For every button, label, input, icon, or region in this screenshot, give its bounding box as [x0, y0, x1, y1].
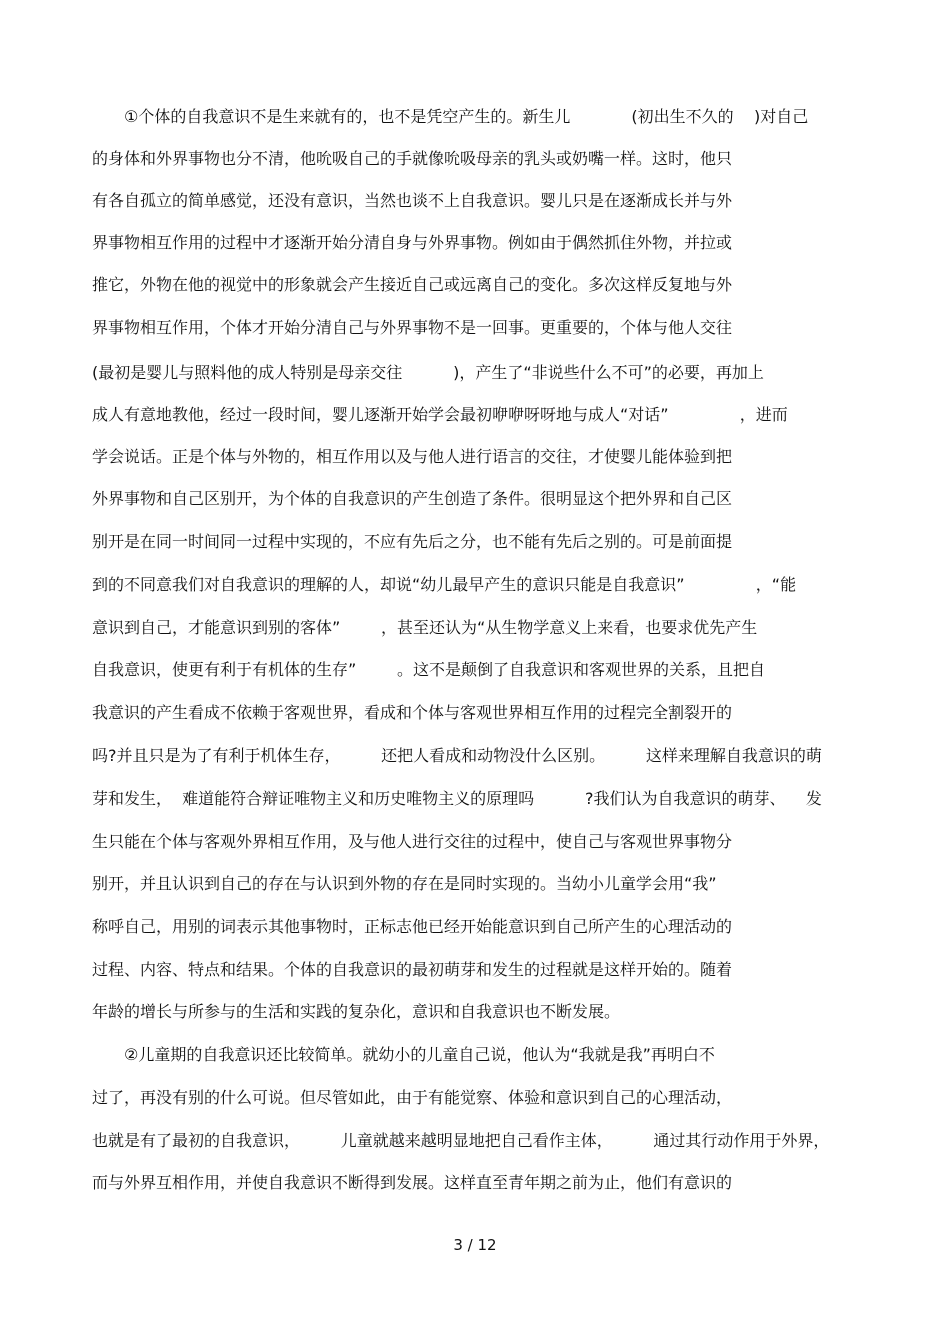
text-line: ①个体的自我意识不是生来就有的，也不是凭空产生的。新生儿 (初出生不久的 )对自己: [124, 107, 809, 126]
text-line: 别开是在同一时间同一过程中实现的，不应有先后之分，也不能有先后之别的。可是前面提: [92, 532, 733, 551]
text-line: (最初是婴儿与照料他的成人特别是母亲交往 )，产生了“非说些什么不可”的必要，再加上: [92, 363, 764, 382]
text-line: 年龄的增长与所参与的生活和实践的复杂化，意识和自我意识也不断发展。: [92, 1002, 621, 1021]
text-line: 过了，再没有别的什么可说。但尽管如此，由于有能觉察、体验和意识到自己的心理活动，: [92, 1088, 733, 1107]
text-line: 我意识的产生看成不依赖于客观世界，看成和个体与客观世界相互作用的过程完全割裂开的: [92, 703, 733, 722]
text-line: 而与外界互相作用，并使自我意识不断得到发展。这样直至青年期之前为止，他们有意识的: [92, 1173, 733, 1192]
text-line: 界事物相互作用的过程中才逐渐开始分清自身与外界事物。例如由于偶然抓住外物，并拉或: [92, 233, 733, 252]
text-line: ②儿童期的自我意识还比较简单。就幼小的儿童自己说，他认为“我就是我”再明白不: [124, 1045, 715, 1064]
page-number: 3 / 12: [453, 1236, 497, 1254]
text-line: 吗?并且只是为了有利于机体生存， 还把人看成和动物没什么区别。 这样来理解自我意识的萌: [92, 746, 822, 765]
text-line: 外界事物和自己区别开，为个体的自我意识的产生创造了条件。很明显这个把外界和自己区: [92, 489, 733, 508]
text-line: 自我意识，使更有利于有机体的生存” 。这不是颠倒了自我意识和客观世界的关系，且把自: [92, 660, 765, 679]
text-line: 的身体和外界事物也分不清，他吮吸自己的手就像吮吸母亲的乳头或奶嘴一样。这时，他只: [92, 149, 733, 168]
text-line: 过程、内容、特点和结果。个体的自我意识的最初萌芽和发生的过程就是这样开始的。随着: [92, 960, 733, 979]
text-line: 意识到自己，才能意识到别的客体” ，甚至还认为“从生物学意义上来看，也要求优先产生: [92, 618, 758, 637]
text-line: 称呼自己，用别的词表示其他事物时，正标志他已经开始能意识到自己所产生的心理活动的: [92, 917, 733, 936]
text-line: 生只能在个体与客观外界相互作用，及与他人进行交往的过程中，使自己与客观世界事物分: [92, 832, 733, 851]
text-line: 成人有意地教他，经过一段时间，婴儿逐渐开始学会最初咿咿呀呀地与成人“对话” ，进而: [92, 405, 788, 424]
text-line: 到的不同意我们对自我意识的理解的人，却说“幼儿最早产生的意识只能是自我意识” ，“能: [92, 575, 797, 594]
text-line: 学会说话。正是个体与外物的，相互作用以及与他人进行语言的交往，才使婴儿能体验到把: [92, 447, 733, 466]
text-line: 有各自孤立的简单感觉，还没有意识，当然也谈不上自我意识。婴儿只是在逐渐成长并与外: [92, 191, 733, 210]
text-line: 推它，外物在他的视觉中的形象就会产生接近自己或远离自己的变化。多次这样反复地与外: [92, 275, 733, 294]
text-line: 界事物相互作用，个体才开始分清自己与外界事物不是一回事。更重要的，个体与他人交往: [92, 318, 733, 337]
text-line: 也就是有了最初的自我意识， 儿童就越来越明显地把自己看作主体， 通过其行动作用于外界，: [92, 1131, 830, 1150]
text-line: 芽和发生， 难道能符合辩证唯物主义和历史唯物主义的原理吗 ?我们认为自我意识的萌芽、 发: [92, 789, 822, 808]
text-line: 别开，并且认识到自己的存在与认识到外物的存在是同时实现的。当幼小儿童学会用“我”: [92, 874, 717, 893]
